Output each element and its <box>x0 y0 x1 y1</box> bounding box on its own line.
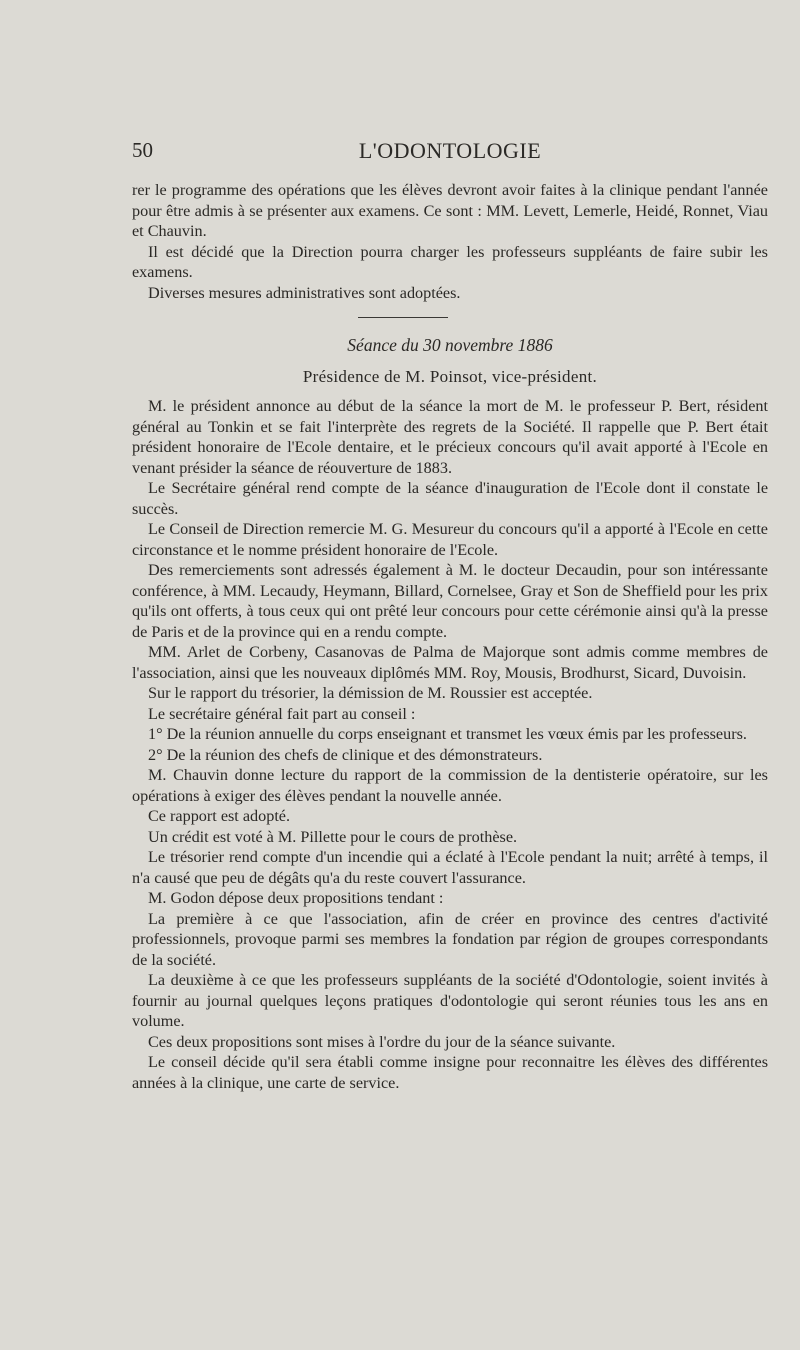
paragraph: Diverses mesures administratives sont adoptées. <box>148 283 461 302</box>
paragraph: Un crédit est voté à M. Pillette pour le cours de prothèse. <box>148 827 518 846</box>
paragraph: Le conseil décide qu'il sera établi comme insigne pour reconnaitre les élèves des différentes années à la clinique, une carte de service. <box>132 1053 768 1092</box>
running-title: L'ODONTOLOGIE <box>358 138 542 163</box>
paragraph: Le secrétaire général fait part au conseil : <box>148 704 416 723</box>
paragraph: 2° De la réunion des chefs de clinique et des démonstrateurs. <box>148 745 543 764</box>
paragraph: Il est décidé que la Direction pourra charger les professeurs suppléants de faire subir les examens. <box>132 242 768 281</box>
paragraph: Le trésorier rend compte d'un incendie qui a éclaté à l'Ecole pendant la nuit; arrêté à temps, il n'a causé que peu de dégâts qu'a du reste couvert l'assurance. <box>132 848 768 887</box>
paragraph: M. Chauvin donne lecture du rapport de la commission de la dentisterie opératoire, sur les opérations à exiger des élèves pendant la nouvelle année. <box>132 766 768 805</box>
page-number: 50 <box>132 138 153 162</box>
paragraph: MM. Arlet de Corbeny, Casanovas de Palma de Majorque sont admis comme membres de l'association, ainsi que les nouveaux diplômés MM. Roy, Mousis, Brodhurst, Sicard, Duvoisin. <box>132 643 768 682</box>
section-divider <box>358 317 448 318</box>
paragraph: 1° De la réunion annuelle du corps enseignant et transmet les vœux émis par les professeurs. <box>148 725 747 743</box>
paragraph: Ces deux propositions sont mises à l'ordre du jour de la séance suivante. <box>148 1032 616 1051</box>
section-title: Séance du 30 novembre 1886 <box>347 335 553 355</box>
paragraph: M. Godon dépose deux propositions tendant : <box>148 889 444 907</box>
body-text <box>132 180 768 1093</box>
paragraph: M. le président annonce au début de la séance la mort de M. le professeur P. Bert, résident général au Tonkin et se fait l'interprète des regrets de la Société. Il rappelle que P. Bert était président honoraire de l'Ecole dentaire, et le précieux concours qu'il avait apporté à l'Ecole en venant présider la séance de réouverture de 1883. <box>132 397 768 477</box>
paragraph: La deuxième à ce que les professeurs suppléants de la société d'Odontologie, soient invités à fournir au journal quelques leçons pratiques d'odontologie qui seront réunies tous les ans en volume. <box>132 971 768 1030</box>
presidence-line: Présidence de M. Poinsot, vice-président. <box>302 367 598 386</box>
paragraph: Ce rapport est adopté. <box>148 807 291 825</box>
paragraph: Des remerciements sont adressés également à M. le docteur Decaudin, pour son intéressante conférence, à MM. Lecaudy, Heymann, Billard, Cornelsee, Gray et Son de Sheffield pour les prix qu'ils ont offerts, à tous ceux qui ont prêté leur concours pour cette cérémonie ainsi qu'à la presse de Paris et de la province qui en a rendu compte. <box>132 561 768 641</box>
paragraph: Le Conseil de Direction remercie M. G. Mesureur du concours qu'il a apporté à l'Ecole en cette circonstance et le nomme président honoraire de l'Ecole. <box>132 520 768 559</box>
page-header <box>132 138 768 168</box>
paragraph: La première à ce que l'association, afin de créer en province des centres d'activité professionnels, provoque parmi ses membres la fondation par région de groupes correspondants de la société. <box>132 909 768 969</box>
paragraph: Le Secrétaire général rend compte de la séance d'inauguration de l'Ecole dont il constate le succès. <box>132 479 768 518</box>
paragraph: Sur le rapport du trésorier, la démission de M. Roussier est acceptée. <box>148 684 593 702</box>
paragraph: rer le programme des opérations que les élèves devront avoir faites à la clinique pendant l'année pour être admis à se présenter aux examens. Ce sont : MM. Levett, Lemerle, Heidé, Ronnet, Viau et Chauvin. <box>132 181 768 240</box>
